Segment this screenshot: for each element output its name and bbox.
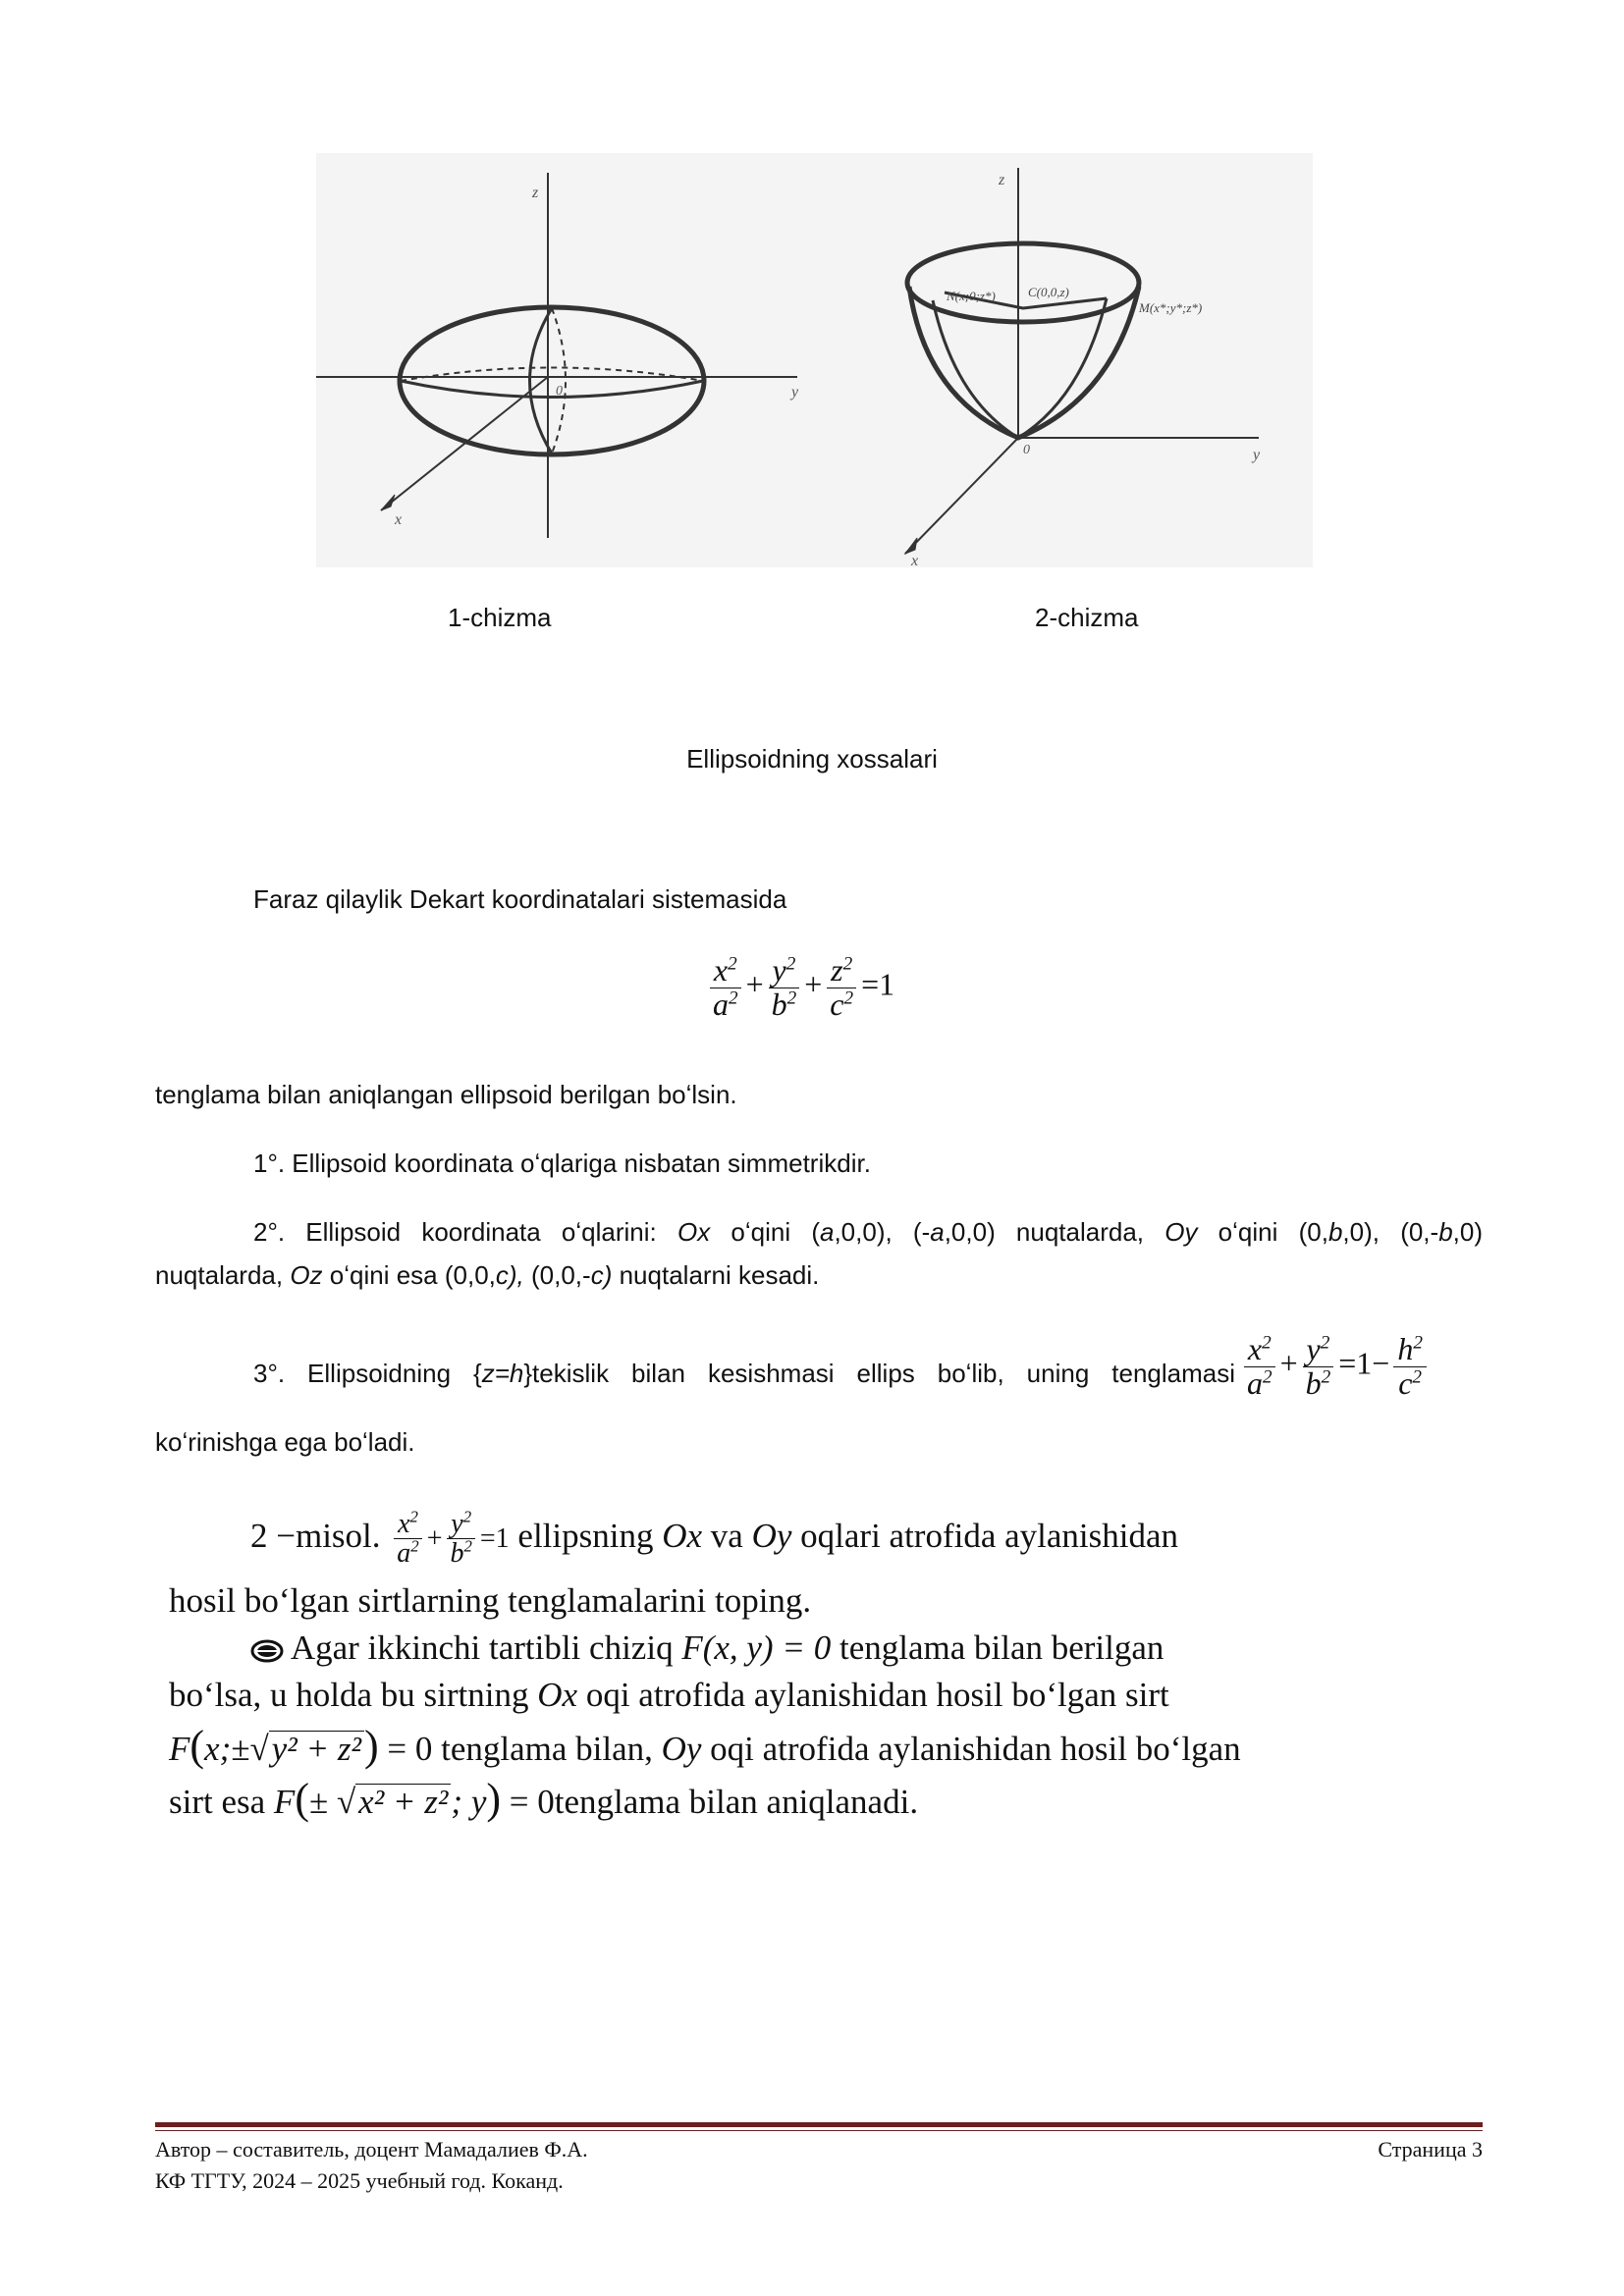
property-2-line-1: 2°. Ellipsoid koordinata oʻqlarini: Ox oʻqini (a,0,0), (-a,0,0) nuqtalarda, Oy oʻqini (0,b,0), (0,-b,0) (253, 1217, 1484, 1247)
footer-divider (155, 2122, 1483, 2131)
point-n-label: N(x;0;z*) (947, 289, 996, 303)
property-3-line-2: koʻrinishga ega boʻladi. (155, 1427, 415, 1457)
left-z-label: z (532, 185, 539, 201)
right-y-label: y (1253, 447, 1261, 463)
point-c-label: C(0,0,z) (1028, 285, 1069, 299)
intro-text: Faraz qilaylik Dekart koordinatalari sistemasida (253, 884, 787, 914)
example-line-2: hosil boʻlgan sirtlarning tenglamalarini toping. (169, 1581, 812, 1620)
left-y-label: y (791, 384, 799, 400)
footer-institution: КФ ТГТУ, 2024 – 2025 учебный год. Коканд. (155, 2168, 564, 2193)
section-equation: $\frac{x^2}{a^2}$ + $\frac{y^2}{b^2}$ =1− $\frac{h^2}{c^2}$ (1239, 1333, 1431, 1400)
example-line-1: 2 −misol. $\frac{x^2}{a^2}$ + $\frac{y^2}{b^2}$ =1 ellipsning Ox va Oy oqlari atrofida aylanishidan (250, 1507, 1179, 1570)
left-x-label: x (395, 511, 403, 528)
section-title: Ellipsoidning xossalari (686, 744, 938, 774)
property-1: 1°. Ellipsoid koordinata oʻqlariga nisbatan simmetrikdir. (253, 1148, 871, 1178)
left-origin-label: 0 (556, 384, 563, 399)
right-z-label: z (999, 172, 1005, 188)
right-origin-label: 0 (1023, 443, 1030, 457)
eye-bullet-icon (250, 1638, 284, 1664)
property-2-line-2: nuqtalarda, Oz oʻqini esa (0,0,c), (0,0,-c) nuqtalarni kesadi. (155, 1260, 820, 1290)
point-m-label: M(x*;y*;z*) (1139, 300, 1203, 315)
caption-figure-2: 2-chizma (1035, 603, 1139, 632)
footer-author: Автор – составитель, доцент Мамадалиев Ф.А. (155, 2137, 588, 2162)
example-line-4: boʻlsa, u holda bu sirtning Ox oqi atrofida aylanishidan hosil boʻlgan sirt (169, 1676, 1169, 1714)
caption-figure-1: 1-chizma (448, 603, 552, 632)
example-line-3: Agar ikkinchi tartibli chiziq F(x, y) = 0 tenglama bilan berilgan (250, 1622, 1164, 1675)
property-3-line-1: 3°. Ellipsoidning {z=h}tekislik bilan kesishmasi ellips boʻlib, uning tenglamasi (253, 1359, 1236, 1388)
example-line-6: sirt esa F(± √x² + z²; y) = 0tenglama bilan aniqlanadi. (169, 1775, 919, 1823)
right-x-label: x (911, 553, 919, 567)
footer-page-number: Страница 3 (1378, 2137, 1483, 2162)
ellipsoid-equation: $\frac{x^2}{a^2}$ + $\frac{y^2}{b^2}$ + $\frac{z^2}{c^2}$ =1 (705, 954, 894, 1021)
after-equation-text: tenglama bilan aniqlangan ellipsoid berilgan boʻlsin. (155, 1080, 737, 1109)
example-line-5: F(x;±√y² + z²) = 0 tenglama bilan, Oy oqi atrofida aylanishidan hosil boʻlgan (169, 1722, 1241, 1770)
